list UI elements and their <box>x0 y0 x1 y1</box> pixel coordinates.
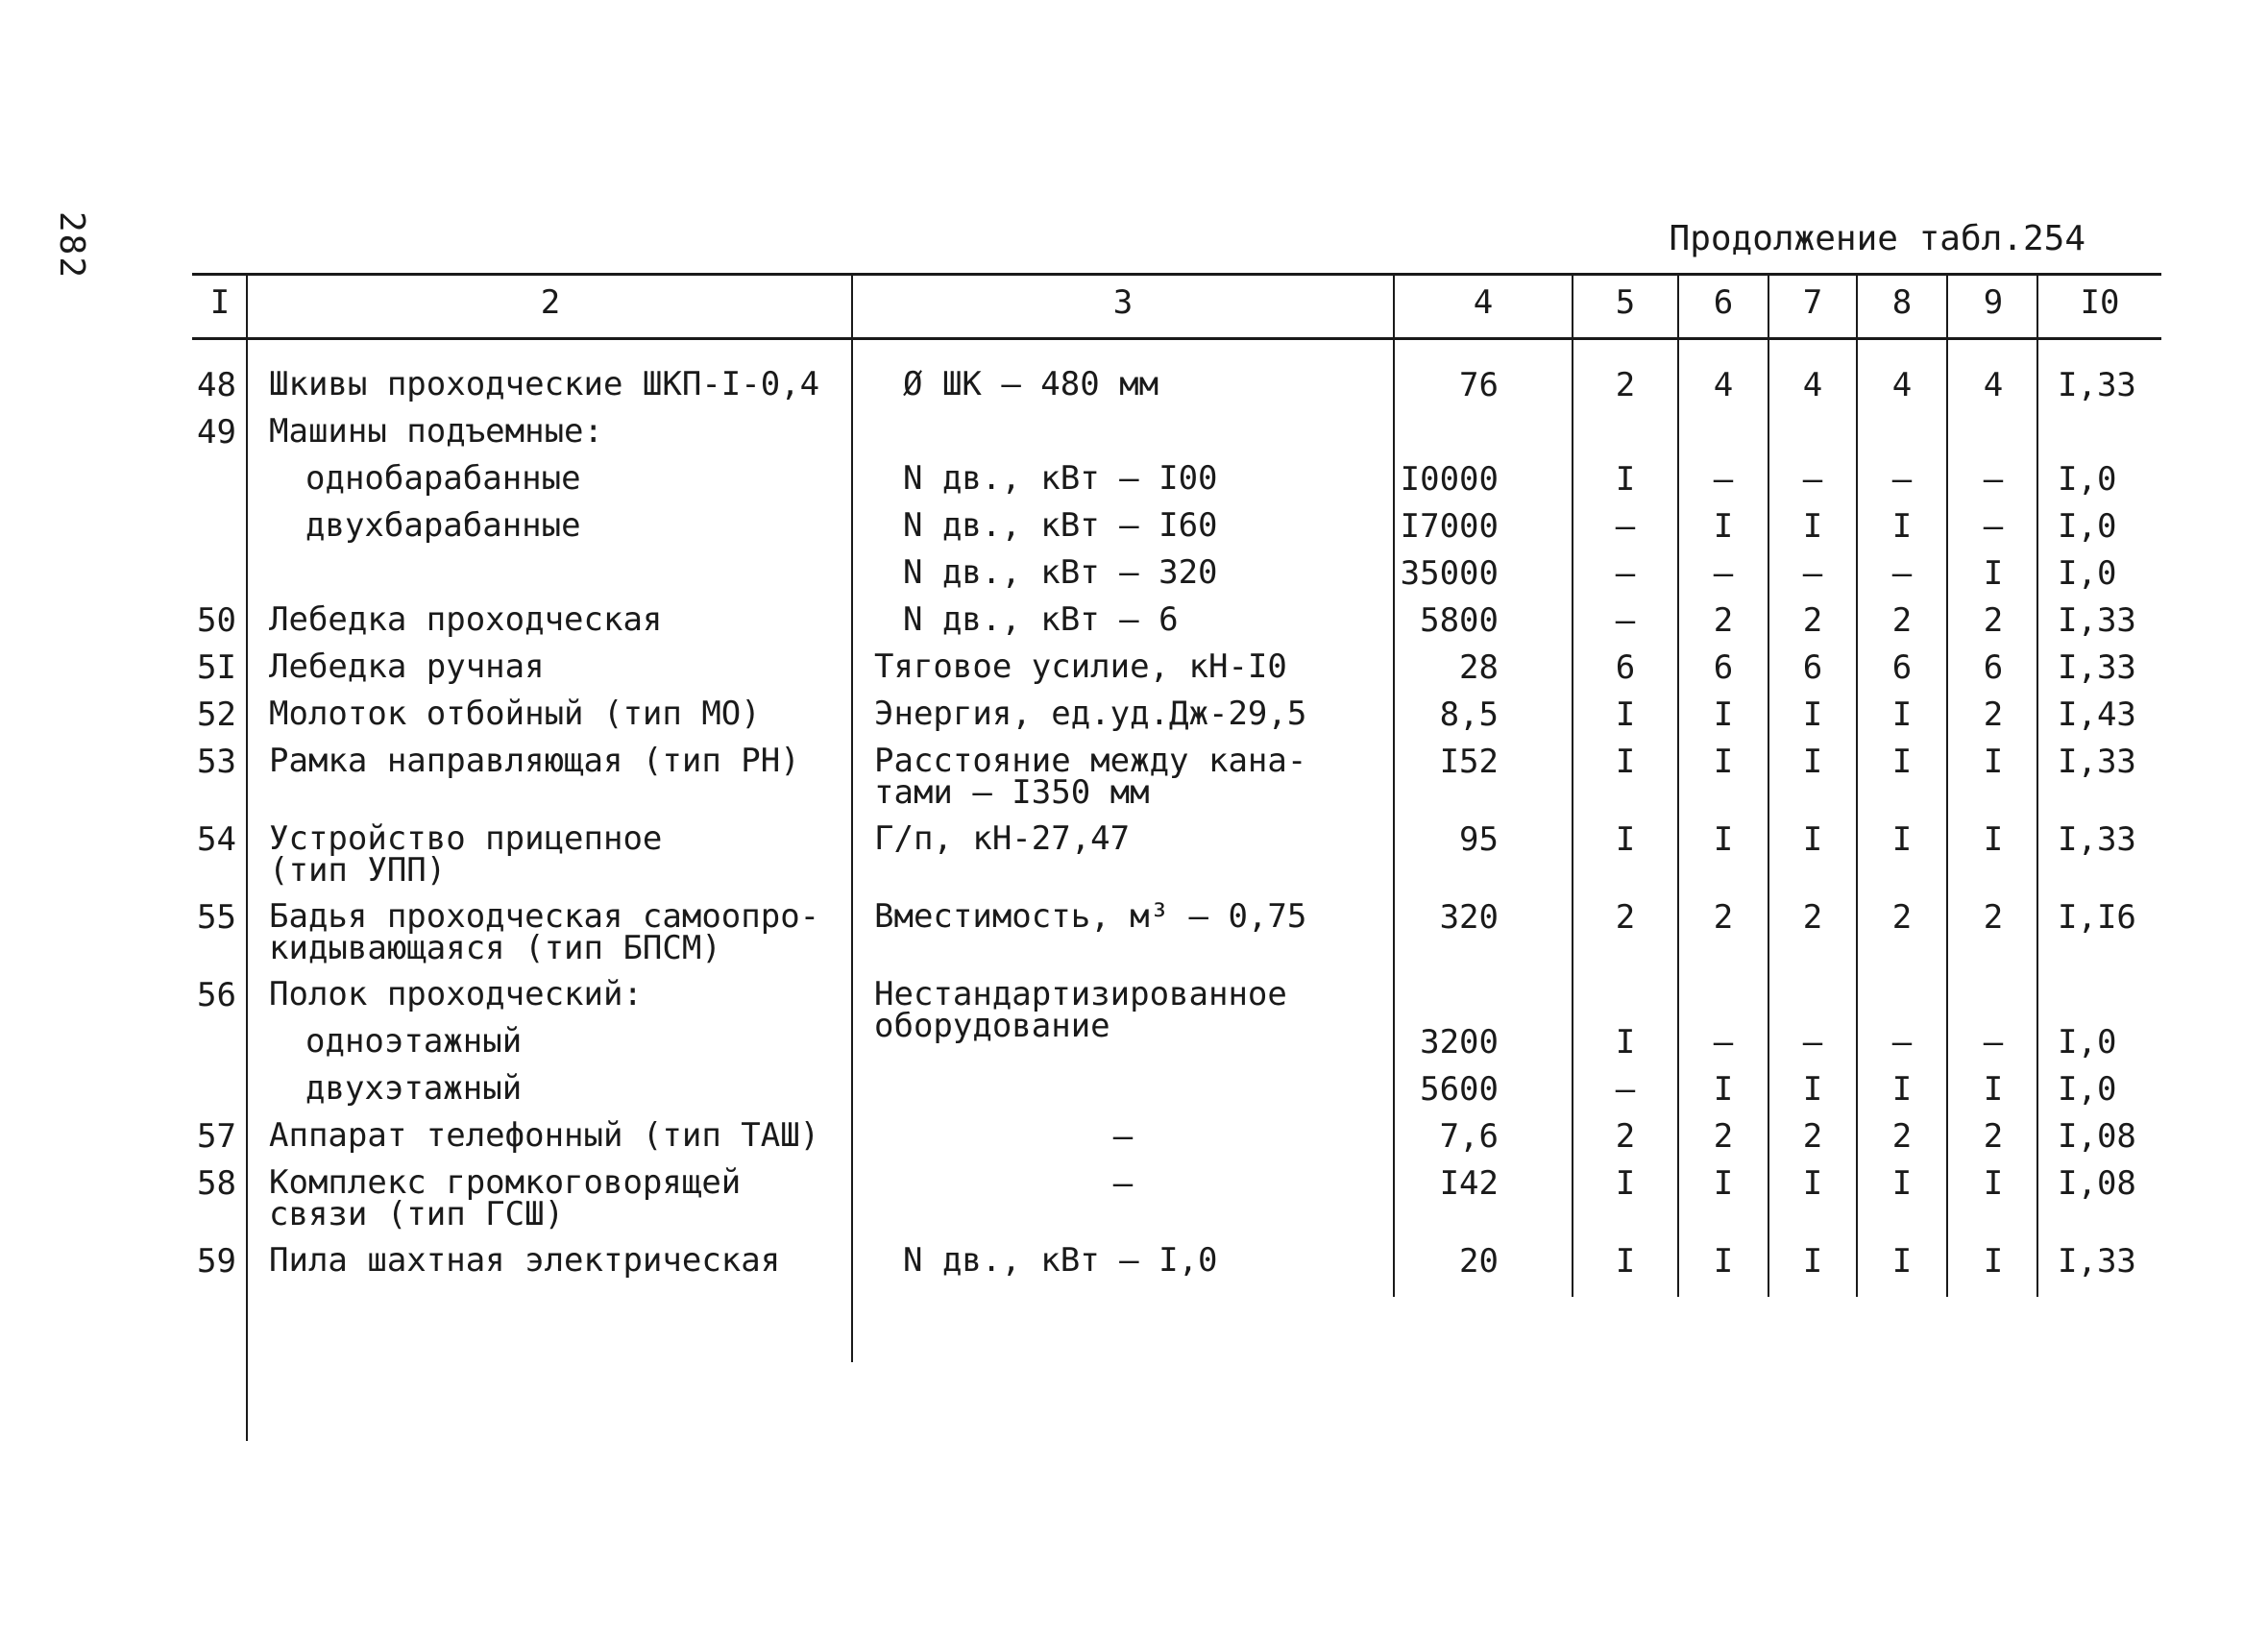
cell-col-8: – <box>1891 460 1913 499</box>
item-parameter: Энергия, ед.уд.Дж-29,5 <box>874 695 1307 733</box>
row-number: 57 <box>197 1117 236 1156</box>
cell-col-7: I <box>1802 743 1823 781</box>
cell-col-8: 2 <box>1891 601 1913 640</box>
cell-col-9: 4 <box>1983 366 2004 404</box>
cell-col-6: 4 <box>1713 366 1734 404</box>
cell-col-5: – <box>1615 1070 1636 1109</box>
cell-col-6: I <box>1713 1242 1734 1281</box>
item-name: Рамка направляющая (тип РН) <box>269 742 800 780</box>
cell-col-8: I <box>1891 507 1913 546</box>
item-name: Аппарат телефонный (тип ТАШ) <box>269 1116 820 1155</box>
cell-col-5: I <box>1615 695 1636 734</box>
item-name: Шкивы проходческие ШКП-I-0,4 <box>269 365 820 403</box>
cell-col-4: 95 <box>1459 820 1499 859</box>
cell-col-10: I,08 <box>2058 1164 2136 1203</box>
cell-col-9: 2 <box>1983 601 2004 640</box>
cell-col-5: I <box>1615 743 1636 781</box>
column-header-3: 3 <box>1112 283 1134 322</box>
column-header-4: 4 <box>1473 283 1494 322</box>
cell-col-7: 4 <box>1802 366 1823 404</box>
item-parameter: N дв., кВт – I00 <box>903 459 1218 498</box>
cell-col-7: – <box>1802 554 1823 593</box>
cell-col-7: I <box>1802 1070 1823 1109</box>
cell-col-10: I,33 <box>2058 366 2136 404</box>
column-header-2: 2 <box>540 283 561 322</box>
table-top-rule <box>192 273 2161 276</box>
cell-col-6: I <box>1713 1164 1734 1203</box>
cell-col-4: 7,6 <box>1439 1117 1499 1156</box>
cell-col-8: 4 <box>1891 366 1913 404</box>
cell-col-4: I0000 <box>1400 460 1499 499</box>
item-name: Полок проходческий: <box>269 975 643 1013</box>
cell-col-10: I,0 <box>2058 1023 2117 1062</box>
cell-col-10: I,0 <box>2058 460 2117 499</box>
cell-col-9: 2 <box>1983 1117 2004 1156</box>
cell-col-4: 35000 <box>1400 554 1499 593</box>
column-header-6: 6 <box>1713 283 1734 322</box>
item-parameter-cont: тами – I350 мм <box>874 773 1150 812</box>
column-header-7: 7 <box>1802 283 1823 322</box>
cell-col-7: 2 <box>1802 1117 1823 1156</box>
cell-col-6: – <box>1713 1023 1734 1062</box>
cell-col-4: 28 <box>1459 648 1499 687</box>
item-name: двухэтажный <box>305 1069 523 1108</box>
item-name: двухбарабанные <box>305 506 581 545</box>
cell-col-7: I <box>1802 1164 1823 1203</box>
cell-col-6: – <box>1713 554 1734 593</box>
item-name: одноэтажный <box>305 1022 523 1061</box>
cell-col-4: I7000 <box>1400 507 1499 546</box>
cell-col-4: 8,5 <box>1439 695 1499 734</box>
item-name: Комплекс громкоговорящей <box>269 1163 742 1202</box>
cell-col-6: 2 <box>1713 1117 1734 1156</box>
cell-col-8: – <box>1891 554 1913 593</box>
item-name: Машины подъемные: <box>269 412 603 451</box>
cell-col-6: 2 <box>1713 601 1734 640</box>
cell-col-8: 2 <box>1891 1117 1913 1156</box>
cell-col-8: I <box>1891 1164 1913 1203</box>
cell-col-9: 2 <box>1983 695 2004 734</box>
cell-col-8: – <box>1891 1023 1913 1062</box>
cell-col-5: 2 <box>1615 898 1636 937</box>
cell-col-8: 6 <box>1891 648 1913 687</box>
cell-col-5: – <box>1615 601 1636 640</box>
item-name: Молоток отбойный (тип МО) <box>269 695 761 733</box>
cell-col-10: I,0 <box>2058 554 2117 593</box>
cell-col-8: I <box>1891 1070 1913 1109</box>
cell-col-4: 5600 <box>1420 1070 1499 1109</box>
cell-col-7: I <box>1802 1242 1823 1281</box>
cell-col-6: – <box>1713 460 1734 499</box>
cell-col-5: I <box>1615 460 1636 499</box>
column-header-9: 9 <box>1983 283 2004 322</box>
cell-col-5: 6 <box>1615 648 1636 687</box>
cell-col-6: 2 <box>1713 898 1734 937</box>
item-parameter: Тяговое усилие, кН-I0 <box>874 647 1287 686</box>
cell-col-7: I <box>1802 507 1823 546</box>
cell-col-9: I <box>1983 1242 2004 1281</box>
cell-col-9: – <box>1983 1023 2004 1062</box>
cell-col-9: I <box>1983 1070 2004 1109</box>
cell-col-9: I <box>1983 743 2004 781</box>
row-number: 49 <box>197 413 236 451</box>
cell-col-10: I,33 <box>2058 820 2136 859</box>
cell-col-5: I <box>1615 1023 1636 1062</box>
row-number: 54 <box>197 820 236 859</box>
item-name-cont: связи (тип ГСШ) <box>269 1195 565 1233</box>
cell-col-5: I <box>1615 820 1636 859</box>
row-number: 52 <box>197 695 236 734</box>
cell-col-7: – <box>1802 1023 1823 1062</box>
item-name-cont: кидывающаяся (тип БПСМ) <box>269 929 721 967</box>
cell-col-6: 6 <box>1713 648 1734 687</box>
cell-col-10: I,I6 <box>2058 898 2136 937</box>
cell-col-4: 320 <box>1439 898 1499 937</box>
cell-col-10: I,33 <box>2058 648 2136 687</box>
cell-col-10: I,0 <box>2058 1070 2117 1109</box>
cell-col-9: I <box>1983 820 2004 859</box>
cell-col-8: I <box>1891 1242 1913 1281</box>
item-parameter: N дв., кВт – 6 <box>903 600 1179 639</box>
cell-col-8: I <box>1891 695 1913 734</box>
item-name: однобарабанные <box>305 459 581 498</box>
cell-col-10: I,43 <box>2058 695 2136 734</box>
cell-col-9: 2 <box>1983 898 2004 937</box>
cell-col-5: – <box>1615 507 1636 546</box>
cell-col-10: I,33 <box>2058 743 2136 781</box>
cell-col-6: I <box>1713 743 1734 781</box>
row-number: 55 <box>197 898 236 937</box>
cell-col-4: 5800 <box>1420 601 1499 640</box>
cell-col-10: I,33 <box>2058 601 2136 640</box>
cell-col-7: 2 <box>1802 898 1823 937</box>
row-number: 58 <box>197 1164 236 1203</box>
item-parameter: – <box>1112 1164 1134 1203</box>
item-parameter: Г/п, кН-27,47 <box>874 819 1131 858</box>
row-number: 5I <box>197 648 236 687</box>
cell-col-4: 20 <box>1459 1242 1499 1281</box>
item-parameter: Расстояние между кана- <box>874 742 1307 780</box>
col-divider-1-2 <box>246 275 248 1441</box>
column-header-8: 8 <box>1891 283 1913 322</box>
item-name: Бадья проходческая самоопро- <box>269 897 820 936</box>
cell-col-4: 76 <box>1459 366 1499 404</box>
row-number: 50 <box>197 601 236 640</box>
cell-col-6: I <box>1713 695 1734 734</box>
cell-col-10: I,08 <box>2058 1117 2136 1156</box>
cell-col-8: 2 <box>1891 898 1913 937</box>
item-name-cont: (тип УПП) <box>269 851 447 890</box>
item-parameter-cont: оборудование <box>874 1007 1110 1045</box>
cell-col-9: – <box>1983 460 2004 499</box>
item-parameter: N дв., кВт – I,0 <box>903 1241 1218 1280</box>
cell-col-8: I <box>1891 743 1913 781</box>
cell-col-7: – <box>1802 460 1823 499</box>
row-number: 53 <box>197 743 236 781</box>
page-number: 282 <box>52 211 91 281</box>
cell-col-10: I,33 <box>2058 1242 2136 1281</box>
row-number: 59 <box>197 1242 236 1281</box>
cell-col-8: I <box>1891 820 1913 859</box>
cell-col-6: I <box>1713 1070 1734 1109</box>
cell-col-7: I <box>1802 820 1823 859</box>
cell-col-9: I <box>1983 1164 2004 1203</box>
item-parameter: N дв., кВт – 320 <box>903 553 1218 592</box>
cell-col-10: I,0 <box>2058 507 2117 546</box>
cell-col-7: 6 <box>1802 648 1823 687</box>
row-number: 48 <box>197 366 236 404</box>
table-caption: Продолжение табл.254 <box>1669 219 2085 258</box>
table-header-rule <box>192 337 2161 340</box>
cell-col-9: – <box>1983 507 2004 546</box>
item-name: Лебедка проходческая <box>269 600 663 639</box>
cell-col-5: I <box>1615 1164 1636 1203</box>
cell-col-4: I42 <box>1439 1164 1499 1203</box>
column-header-10: I0 <box>2080 283 2120 322</box>
item-parameter: N дв., кВт – I60 <box>903 506 1218 545</box>
cell-col-6: I <box>1713 820 1734 859</box>
item-parameter: – <box>1112 1117 1134 1156</box>
item-name: Лебедка ручная <box>269 647 545 686</box>
cell-col-5: 2 <box>1615 1117 1636 1156</box>
cell-col-4: 3200 <box>1420 1023 1499 1062</box>
cell-col-6: I <box>1713 507 1734 546</box>
cell-col-4: I52 <box>1439 743 1499 781</box>
cell-col-7: I <box>1802 695 1823 734</box>
cell-col-5: 2 <box>1615 366 1636 404</box>
cell-col-5: – <box>1615 554 1636 593</box>
cell-col-9: 6 <box>1983 648 2004 687</box>
row-number: 56 <box>197 976 236 1014</box>
cell-col-5: I <box>1615 1242 1636 1281</box>
item-name: Пила шахтная электрическая <box>269 1241 781 1280</box>
column-header-5: 5 <box>1615 283 1636 322</box>
cell-col-9: I <box>1983 554 2004 593</box>
item-parameter: Нестандартизированное <box>874 975 1287 1013</box>
item-name: Устройство прицепное <box>269 819 663 858</box>
item-parameter: Вместимость, м³ – 0,75 <box>874 897 1307 936</box>
column-header-1: I <box>209 283 231 322</box>
item-parameter: Ø ШК – 480 мм <box>903 365 1159 403</box>
cell-col-7: 2 <box>1802 601 1823 640</box>
